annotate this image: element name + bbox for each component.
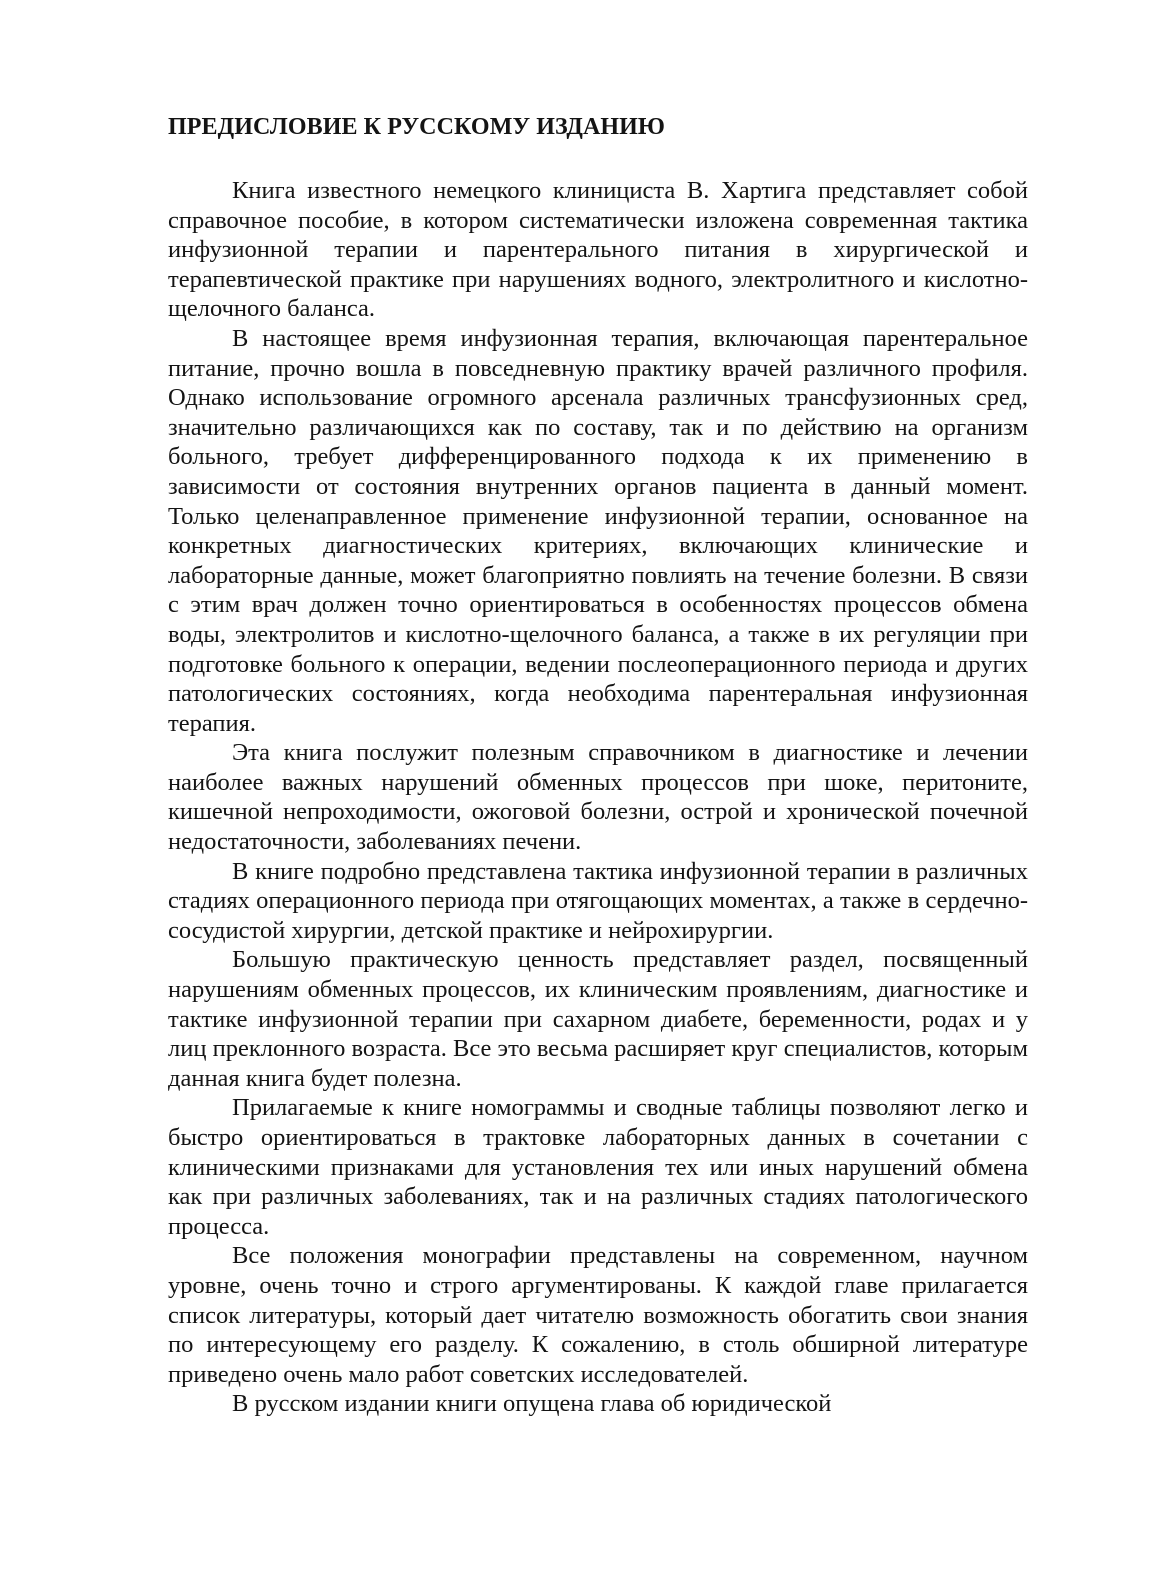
paragraph-tactics: В книге подробно представлена тактика инфузионной терапии в различных стадиях операционного периода при отягощающих моментах, а также в сердечно-сосудистой хирургии, детской практике и нейрохирургии.	[168, 857, 1028, 944]
paragraph-practical-value: Большую практическую ценность представляет раздел, посвященный нарушениям обменных процессов, их клиническим проявлениям, диагностике и тактике инфузионной терапии при сахарном диабете, беременности, родах и у лиц преклонного возраста. Все это весьма расширяет круг специалистов, которым данная книга будет полезна.	[168, 946, 1028, 1092]
page-content	[168, 112, 1028, 1419]
paragraph-monograph: Все положения монографии представлены на современном, научном уровне, очень точно и строго аргументированы. К каждой главе прилагается список литературы, который дает читателю возможность обогатить свои знания по интересующему его разделу. К сожалению, в столь обширной литературе приведено очень мало работ советских исследователей.	[168, 1242, 1028, 1388]
paragraph-reference-use: Эта книга послужит полезным справочником в диагностике и лечении наиболее важных нарушений обменных процессов при шоке, перитоните, кишечной непроходимости, ожоговой болезни, острой и хронической почечной недостаточности, заболеваниях печени.	[168, 739, 1028, 856]
paragraph-nomograms: Прилагаемые к книге номограммы и сводные таблицы позволяют легко и быстро ориентироваться в трактовке лабораторных данных в сочетании с клиническими признаками для установления тех или иных нарушений обмена как при различных заболеваниях, так и на различных стадиях патологического процесса.	[168, 1094, 1028, 1240]
paragraph-infusion-therapy: В настоящее время инфузионная терапия, включающая парентеральное питание, прочно вошла в повседневную практику врачей различного профиля. Однако использование огромного арсенала различных трансфузионных сред, значительно различающихся как по составу, так и по действию на организм больного, требует дифференцированного подхода к их применению в зависимости от состояния внутренних органов пациента в данный момент. Только целенаправленное применение инфузионной терапии, основанное на конкретных диагностических критериях, включающих клинические и лабораторные данные, может благоприятно повлиять на течение болезни. В связи с этим врач должен точно ориентироваться в особенностях процессов обмена воды, электролитов и кислотно-щелочного баланса, а также в их регуляции при подготовке больного к операции, ведении послеоперационного периода и других патологических состояниях, когда необходима парентеральная инфузионная терапия.	[168, 324, 1028, 737]
paragraph-russian-edition: В русском издании книги опущена глава об юридической	[232, 1390, 832, 1418]
paragraph-intro: Книга известного немецкого клинициста В. Хартига представляет собой справочное пособие, в котором систематически изложена современная тактика инфузионной терапии и парентерального питания в хирургической и терапевтической практике при нарушениях водного, электролитного и кислотно-щелочного баланса.	[168, 177, 1028, 323]
page-title: ПРЕДИСЛОВИЕ К РУССКОМУ ИЗДАНИЮ	[168, 114, 666, 140]
